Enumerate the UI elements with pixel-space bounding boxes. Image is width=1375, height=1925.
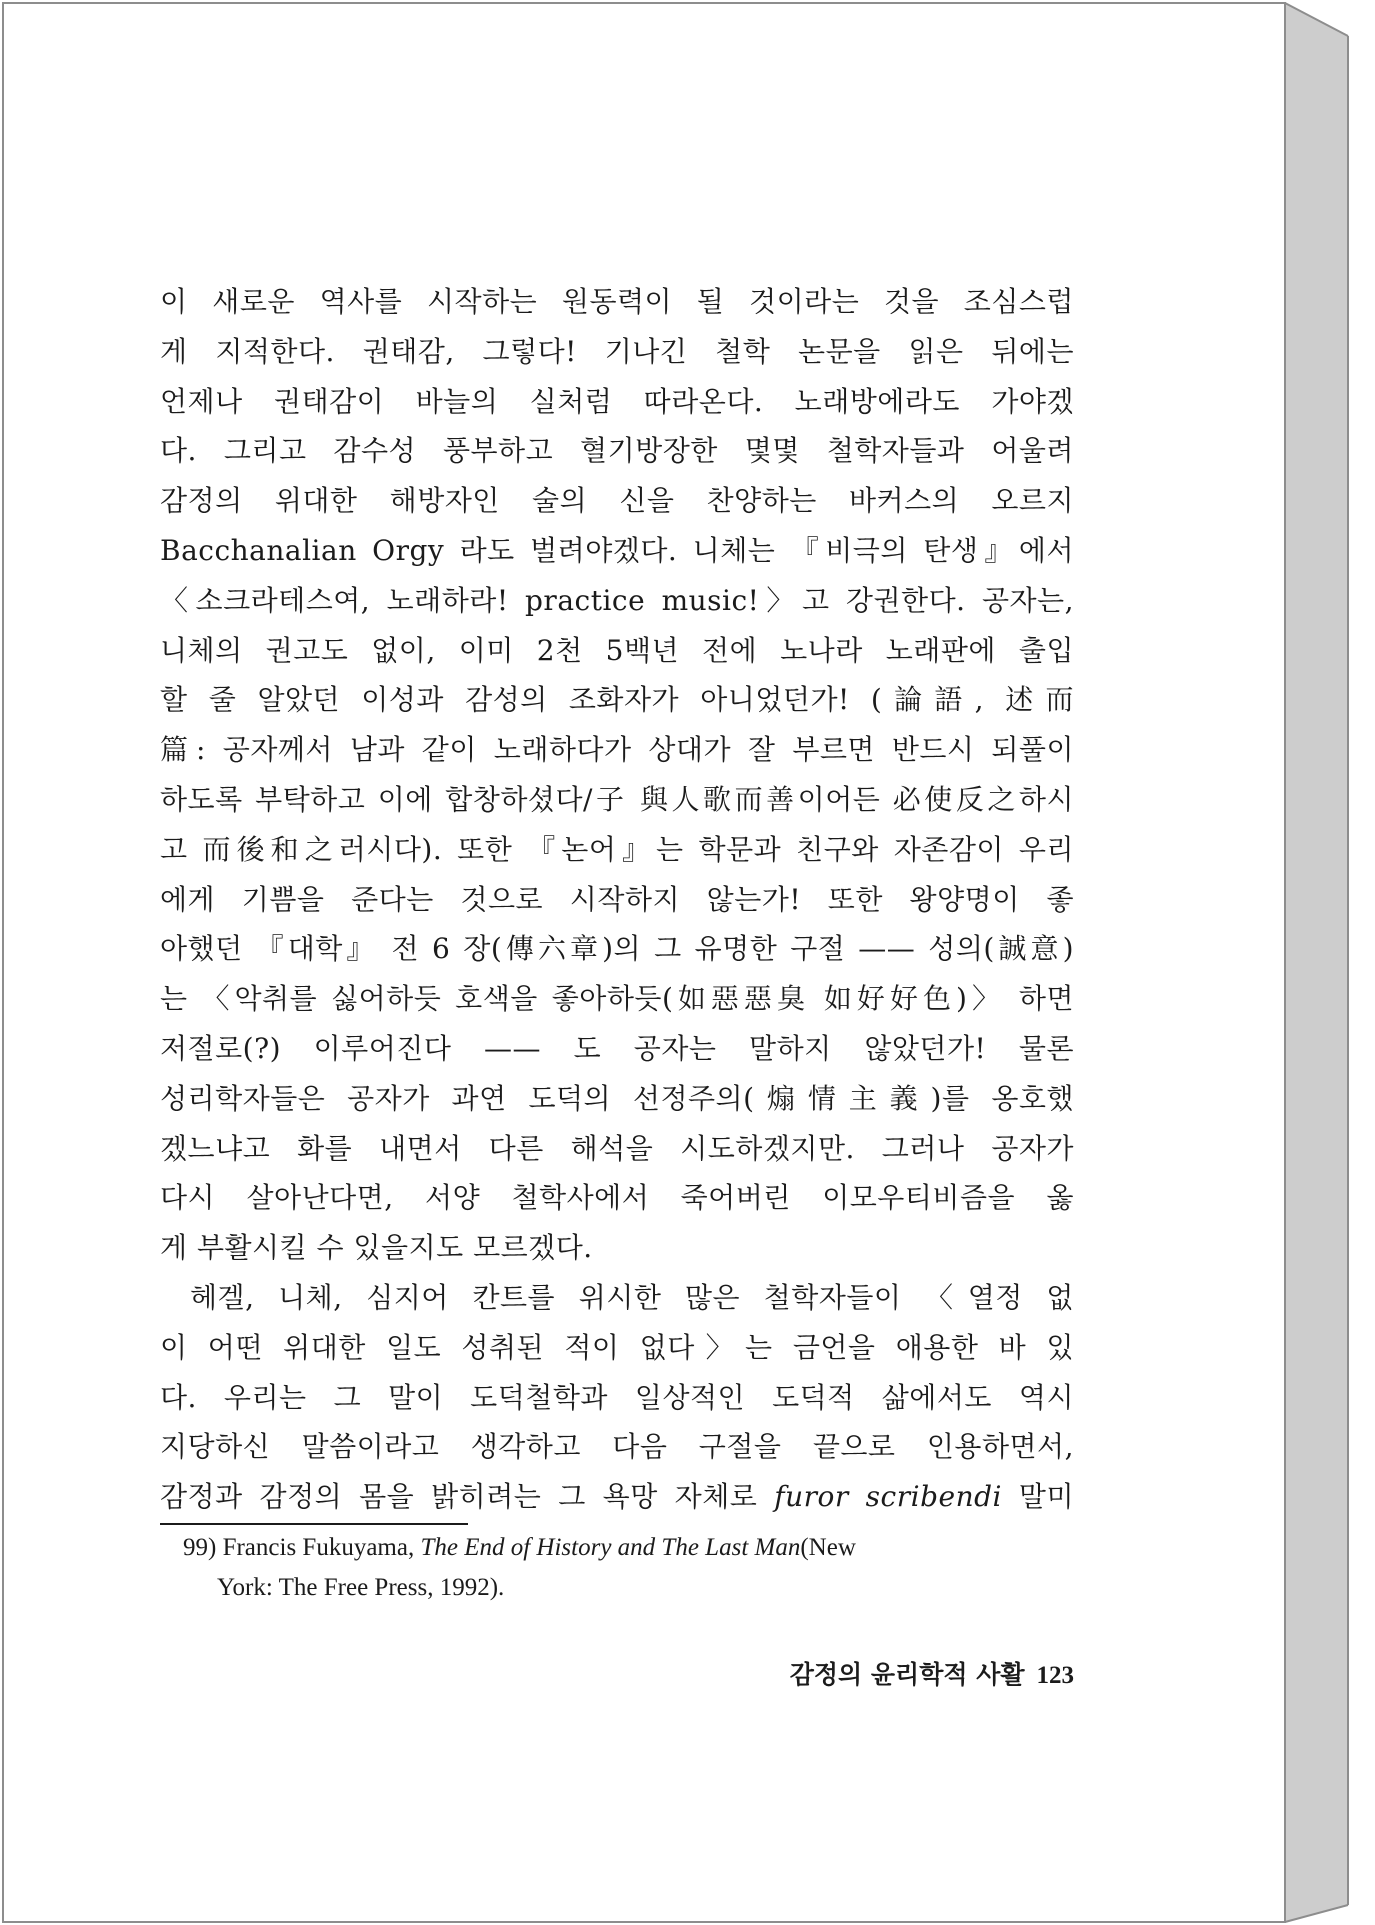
footnote-marker: 99)	[183, 1534, 217, 1561]
body-line-16: 저절로(?) 이루어진다 —— 도 공자는 말하지 않았던가! 물론	[160, 1031, 1074, 1065]
body-line-9: 할 줄 알았던 이성과 감성의 조화자가 아니었던가! (論語, 述而	[160, 683, 1074, 717]
body-line-14: 아했던 『대학』 전 6 장(傳六章)의 그 유명한 구절 —— 성의(誠意)	[160, 932, 1074, 966]
page-number: 123	[1036, 1662, 1074, 1689]
body-line-21: 헤겔, 니체, 심지어 칸트를 위시한 많은 철학자들이 〈열정 없	[190, 1280, 1074, 1314]
body-line-12: 고 而後和之러시다). 또한 『논어』는 학문과 친구와 자존감이 우리	[160, 832, 1074, 866]
body-line-4: 다. 그리고 감수성 풍부하고 혈기방장한 몇몇 철학자들과 어울려	[160, 434, 1074, 468]
body-line-25-start: 감정과 감정의 몸을 밝히려는 그 욕망 자체로	[160, 1480, 775, 1514]
body-line-8: 니체의 권고도 없이, 이미 2천 5백년 전에 노나라 노래판에 출입	[160, 633, 1074, 667]
body-line-25-end: 말미	[1001, 1480, 1074, 1514]
body-line-5: 감정의 위대한 해방자인 술의 신을 찬양하는 바커스의 오르지	[160, 484, 1074, 518]
body-line-25	[160, 1472, 1074, 1522]
body-line-7: 〈소크라테스여, 노래하라! practice music!〉고 강권한다. 공자는,	[160, 583, 1074, 617]
footnote-publisher-open: (New	[800, 1534, 856, 1561]
body-line-2: 게 지적한다. 권태감, 그렇다! 기나긴 철학 논문을 읽은 뒤에는	[160, 334, 1074, 368]
footnote-author: Francis Fukuyama,	[216, 1534, 421, 1561]
body-line-10: 篇: 공자께서 남과 같이 노래하다가 상대가 잘 부르면 반드시 되풀이	[160, 733, 1074, 767]
body-line-13: 에게 기쁨을 준다는 것으로 시작하지 않는가! 또한 왕양명이 좋	[160, 882, 1074, 916]
body-line-11: 하도록 부탁하고 이에 합창하셨다/子 與人歌而善이어든 必使反之하시	[160, 782, 1074, 816]
body-line-1: 이 새로운 역사를 시작하는 원동력이 될 것이라는 것을 조심스럽	[160, 285, 1074, 318]
body-text	[160, 277, 1074, 1522]
body-line-22: 이 어떤 위대한 일도 성취된 적이 없다〉는 금언을 애용한 바 있	[160, 1330, 1074, 1364]
body-line-6: Bacchanalian Orgy 라도 벌려야겠다. 니체는 『비극의 탄생』에서	[160, 533, 1074, 567]
running-footer	[690, 1655, 1074, 1691]
body-line-18: 겠느냐고 화를 내면서 다른 해석을 시도하겠지만. 그러나 공자가	[160, 1131, 1074, 1165]
footnote	[183, 1528, 1073, 1608]
footnote-title: The End of History and The Last Man	[420, 1534, 801, 1561]
body-line-20: 게 부활시킬 수 있을지도 모르겠다.	[160, 1231, 593, 1265]
running-footer-title: 감정의 윤리학적 사활	[789, 1660, 1025, 1689]
body-line-23: 다. 우리는 그 말이 도덕철학과 일상적인 도덕적 삶에서도 역시	[160, 1380, 1074, 1414]
body-line-15: 는 〈악취를 싫어하듯 호색을 좋아하듯(如惡惡臭 如好好色)〉 하면	[160, 982, 1074, 1016]
body-line-17: 성리학자들은 공자가 과연 도덕의 선정주의(煽情主義)를 옹호했	[160, 1081, 1074, 1115]
footnote-line-1	[183, 1528, 1073, 1568]
page-edge	[1285, 3, 1348, 1922]
footnote-divider	[160, 1523, 468, 1525]
body-line-19: 다시 살아난다면, 서양 철학사에서 죽어버린 이모우티비즘을 옳	[160, 1181, 1074, 1215]
footnote-line-2: York: The Free Press, 1992).	[217, 1574, 505, 1601]
latin-phrase: furor scribendi	[774, 1480, 1002, 1514]
body-line-3: 언제나 권태감이 바늘의 실처럼 따라온다. 노래방에라도 가야겠	[160, 384, 1074, 418]
body-line-24: 지당하신 말씀이라고 생각하고 다음 구절을 끝으로 인용하면서,	[160, 1430, 1074, 1464]
